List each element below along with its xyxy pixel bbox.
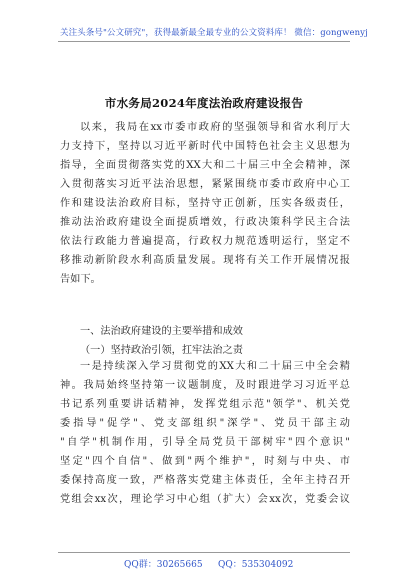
paragraph-line: 推动法治政府建设全面提质增效，行政决策科学民主合法 (60, 217, 350, 228)
paragraph-line: 书记系列重要讲话精神，发挥党组示范"领学"、机关党 (60, 399, 350, 410)
paragraph-line: 移推动新阶段水利高质量发展。现将有关工作开展情况报 (60, 255, 350, 266)
section-heading: 一、法治政府建设的主要举措和成效 (80, 326, 243, 337)
body-paragraph (60, 357, 350, 509)
promo-header: 关注头条号"公文研究"，获得最新最全最专业的公文资料库！ 微信：gongwenyj (60, 28, 368, 38)
footer-qq-contact: QQ：535304092 (218, 560, 294, 570)
paragraph-line: 党组会xx次，理论学习中心组（扩大）会xx次，党委会议 (60, 494, 350, 505)
paragraph-line: 指导，全面贯彻落实党的XX大和二十届三中全会精神，深 (60, 160, 350, 171)
subsection-heading: （一）坚持政治引领，扛牢法治之责 (80, 345, 243, 356)
footer-divider (58, 552, 350, 553)
paragraph-line: 神。我局始终坚持第一议题制度，及时跟进学习习近平总 (60, 380, 350, 391)
document-title: 市水务局2024年度法治政府建设报告 (104, 96, 304, 110)
paragraph-line: "自学"机制作用，引导全局党员干部树牢"四个意识" (60, 437, 350, 448)
paragraph-line: 委保持高度一致，严格落实党建主体责任，全年主持召开 (60, 475, 350, 486)
paragraph-line: 告如下。 (60, 274, 101, 285)
paragraph-line: 一是持续深入学习贯彻党的XX大和二十届三中全会精 (80, 361, 350, 372)
paragraph-line: 坚定"四个自信"、做到"两个维护"，时刻与中央、市 (60, 456, 350, 467)
paragraph-line: 以来，我局在xx市委市政府的坚强领导和省水利厅大 (80, 122, 350, 133)
paragraph-line: 委指导"促学"、党支部组织"深学"、党员干部主动 (60, 418, 350, 429)
paragraph-line: 力支持下，坚持以习近平新时代中国特色社会主义思想为 (60, 141, 350, 152)
footer-qq-group: QQ群：30265665 (124, 560, 203, 570)
header-divider (58, 41, 350, 42)
paragraph-line: 依法行政能力普遍提高，行政权力规范透明运行，坚定不 (60, 236, 350, 247)
paragraph-line: 入贯彻落实习近平法治思想，紧紧围绕市委市政府中心工 (60, 179, 350, 190)
paragraph-line: 作和建设法治政府目标，坚持守正创新，压实各级责任， (60, 198, 350, 209)
intro-paragraph (60, 118, 350, 289)
